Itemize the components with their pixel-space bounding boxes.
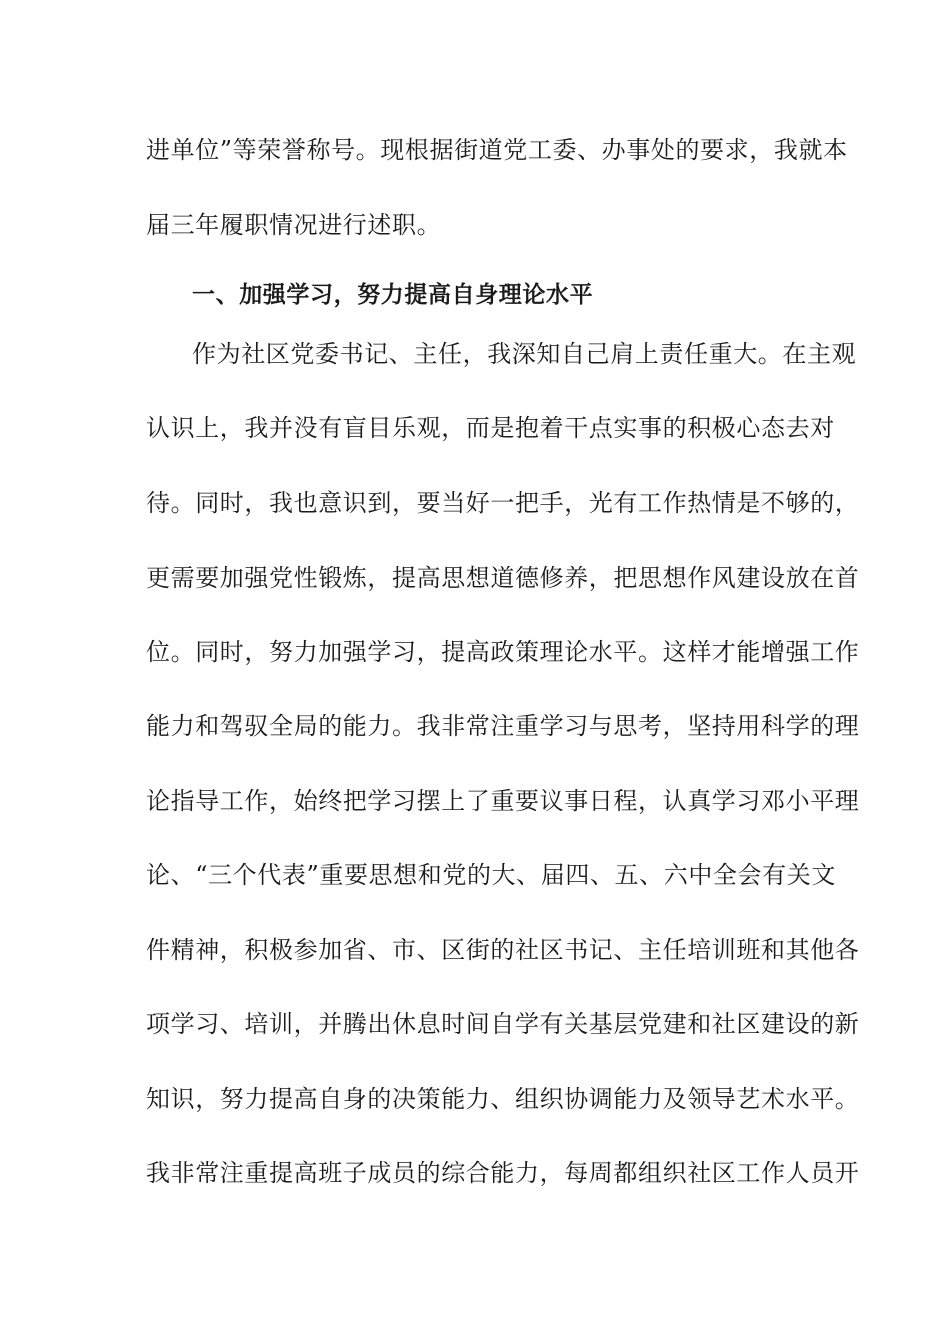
paragraph-line: 我非常注重提高班子成员的综合能力，每周都组织社区工作人员开 xyxy=(146,1159,860,1187)
paragraph-line: 进单位”等荣誉称号。现根据街道党工委、办事处的要求，我就本 xyxy=(146,136,848,164)
paragraph-line: 件精神，积极参加省、市、区街的社区书记、主任培训班和其他各 xyxy=(146,936,860,964)
paragraph-line: 届三年履职情况进行述职。 xyxy=(146,211,442,239)
paragraph-line: 作为社区党委书记、主任，我深知自己肩上责任重大。在主观 xyxy=(192,340,857,368)
paragraph-line: 项学习、培训，并腾出休息时间自学有关基层党建和社区建设的新 xyxy=(146,1010,860,1038)
section-heading: 一、加强学习，努力提高自身理论水平 xyxy=(192,282,594,308)
paragraph-line: 认识上，我并没有盲目乐观，而是抱着干点实事的积极心态去对 xyxy=(146,414,835,442)
paragraph-line: 更需要加强党性锻炼，提高思想道德修养，把思想作风建设放在首 xyxy=(146,564,860,592)
paragraph-line: 能力和驾驭全局的能力。我非常注重学习与思考，坚持用科学的理 xyxy=(146,712,860,740)
paragraph-line: 知识，努力提高自身的决策能力、组织协调能力及领导艺术水平。 xyxy=(146,1085,860,1113)
paragraph-line: 位。同时，努力加强学习，提高政策理论水平。这样才能增强工作 xyxy=(146,638,860,666)
paragraph-line: 待。同时，我也意识到，要当好一把手，光有工作热情是不够的， xyxy=(146,489,860,517)
paragraph-line: 论、“三个代表”重要思想和党的大、届四、五、六中全会有关文 xyxy=(146,861,836,889)
paragraph-line: 论指导工作，始终把学习摆上了重要议事日程，认真学习邓小平理 xyxy=(146,787,860,815)
